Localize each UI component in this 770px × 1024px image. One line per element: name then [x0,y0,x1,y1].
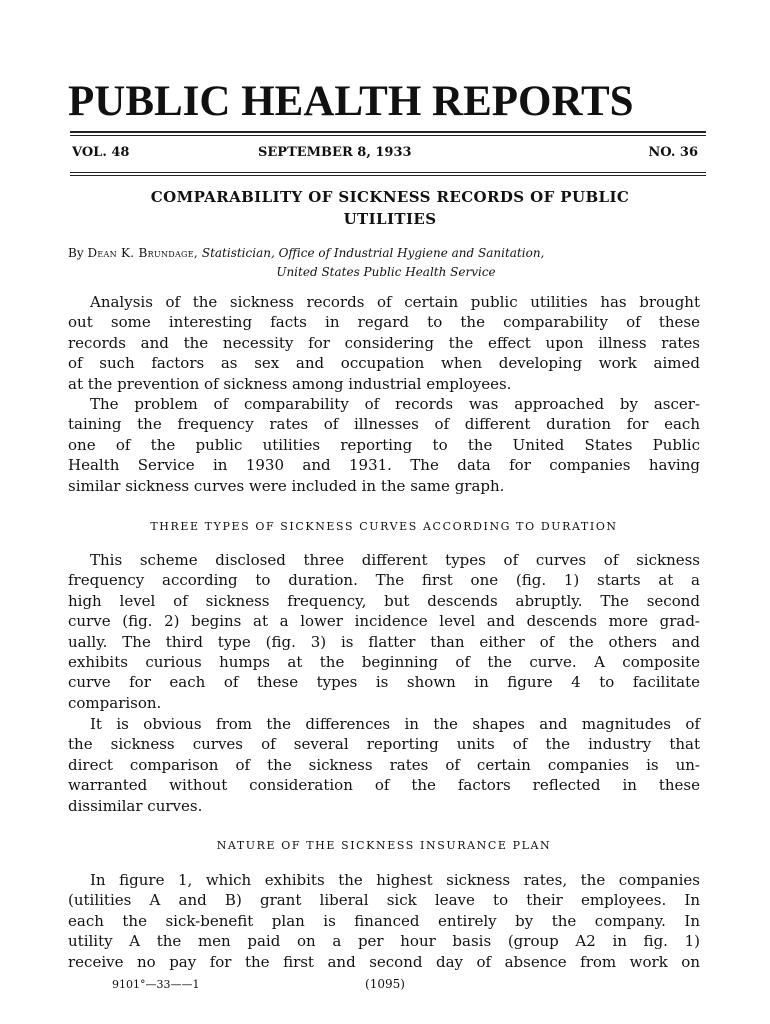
header-rule-bottom [70,172,706,173]
text-line: curve (fig. 2) begins at a lower incidence level and descends more grad- [68,612,700,631]
paragraph-3 [68,550,700,713]
text-line: one of the public utilities reporting to the United States Public [68,435,700,454]
article-title [80,186,700,230]
text-line: at the prevention of sickness among industrial employees. [68,374,512,393]
text-line: direct comparison of the sickness rates of certain companies is un- [68,755,700,774]
text-line: exhibits curious humps at the beginning of the curve. A composite [68,653,700,672]
journal-title: PUBLIC HEALTH REPORTS [68,78,634,125]
text-line: ually. The third type (fig. 3) is flatter than either of the others and [68,632,700,651]
paragraph-1 [68,292,700,394]
paragraph-2 [68,394,700,496]
byline-prefix: By [68,246,84,260]
header-rule-top [70,131,706,133]
section-heading: THREE TYPES OF SICKNESS CURVES ACCORDING TO DURATION [150,520,618,533]
text-line: out some interesting facts in regard to the comparability of these [68,313,700,332]
issue-date: SEPTEMBER 8, 1933 [258,145,412,160]
text-line: taining the frequency rates of illnesses of different duration for each [68,415,700,434]
byline [68,244,704,282]
text-line: utility A the men paid on a per hour basis (group A2 in fig. 1) [68,932,700,951]
text-line: similar sickness curves were included in the same graph. [68,476,505,495]
paragraph-4 [68,714,700,816]
text-line: records and the necessity for considering the effect upon illness rates [68,333,700,352]
text-line: dissimilar curves. [68,796,203,815]
text-line: comparison. [68,693,162,712]
paragraph-5 [68,870,700,972]
text-line: high level of sickness frequency, but descends abruptly. The second [68,591,700,610]
section-heading: NATURE OF THE SICKNESS INSURANCE PLAN [216,839,552,852]
issue-number: NO. 36 [648,145,698,160]
author-affiliation: Statistician, Office of Industrial Hygiene and Sanitation, [201,246,545,260]
text-line: It is obvious from the differences in the shapes and magnitudes of [90,715,700,733]
text-line: In figure 1, which exhibits the highest sickness rates, the companies [90,871,700,889]
text-line: This scheme disclosed three different types of curves of sickness [90,551,700,569]
text-line: (utilities A and B) grant liberal sick leave to their employees. In [68,891,700,910]
header-rule-bottom-thin [70,175,706,176]
text-line: curve for each of these types is shown in figure 4 to facilitate [68,673,700,692]
text-line: Analysis of the sickness records of certain public utilities has brought [90,293,700,311]
page-number: (1095) [365,977,405,991]
text-line: each the sick-benefit plan is financed entirely by the company. In [68,911,700,930]
author-affiliation-org: United States Public Health Service [276,265,496,279]
volume-number: VOL. 48 [72,145,130,160]
text-line: the sickness curves of several reporting units of the industry that [68,735,700,754]
text-line: frequency according to duration. The first one (fig. 1) starts at a [68,571,700,590]
print-code: 9101°—33——1 [112,978,200,991]
text-line: of such factors as sex and occupation when developing work aimed [68,354,700,373]
header-rule-top-thin [70,135,706,136]
text-line: The problem of comparability of records was approached by ascer- [90,395,700,413]
author-name: Dean K. Brundage, [87,246,199,260]
text-line: warranted without consideration of the factors reflected in these [68,776,700,795]
text-line: Health Service in 1930 and 1931. The data for companies having [68,456,700,475]
article-title-line: UTILITIES [343,210,437,228]
article-title-line: COMPARABILITY OF SICKNESS RECORDS OF PUBLIC [150,188,630,206]
text-line: receive no pay for the first and second day of absence from work on [68,952,700,971]
